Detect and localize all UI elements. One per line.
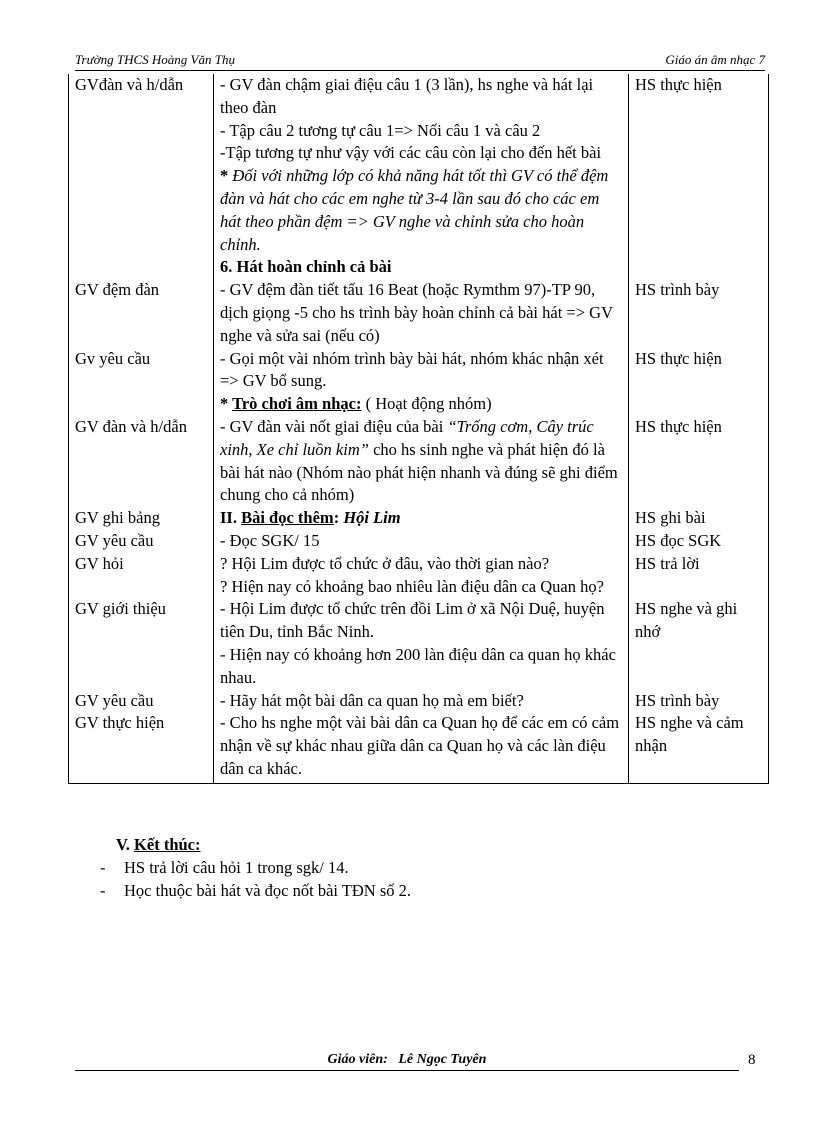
table-row xyxy=(69,530,769,553)
list-item-text: Học thuộc bài hát và đọc nốt bài TĐN số 2. xyxy=(124,880,412,900)
game-heading xyxy=(214,393,629,416)
ending-title: Kết thúc: xyxy=(134,835,201,854)
content-line: ? Hội Lim được tổ chức ở đâu, vào thời gian nào? xyxy=(220,553,550,573)
section-title: Hội Lim xyxy=(343,508,401,528)
game-mode: ( Hoạt động nhóm) xyxy=(361,394,492,414)
game-rule: cho hs sinh nghe và phát hiện đó là bài hát nào (Nhóm nào phát hiện nhanh và đúng sẽ ghi điểm chung cho cả nhóm) xyxy=(220,439,618,505)
teacher-activity: GV yêu cầu xyxy=(69,690,214,713)
teacher-activity xyxy=(69,393,214,416)
table-row xyxy=(69,393,769,416)
list-dash: - xyxy=(100,880,106,900)
note-star: * xyxy=(220,166,233,186)
content-line: - Hãy hát một bài dân ca quan họ mà em biết? xyxy=(220,690,524,710)
ending-section xyxy=(100,834,411,902)
table-row xyxy=(69,598,769,689)
student-activity: HS trả lời xyxy=(629,553,769,599)
note-text: Đối với những lớp có khả năng hát tốt thì GV có thể đệm đàn và hát cho các em nghe từ 3-4 lần sau đó cho các em hát theo phần đệm => GV nghe và chỉnh sửa cho hoàn chỉnh. xyxy=(220,166,609,254)
content-cell xyxy=(214,690,629,713)
page-number: 8 xyxy=(748,1052,756,1068)
content-cell xyxy=(214,74,629,256)
list-item-text: HS trả lời câu hỏi 1 trong sgk/ 14. xyxy=(124,857,349,877)
teacher-activity: GV thực hiện xyxy=(69,712,214,783)
table-row xyxy=(69,416,769,507)
teacher-activity: GV đàn và h/dẫn xyxy=(69,416,214,507)
teacher-activity xyxy=(69,256,214,279)
student-activity: HS ghi bài xyxy=(629,507,769,530)
content-cell xyxy=(214,553,629,599)
teacher-activity: GV giới thiệu xyxy=(69,598,214,689)
teacher-activity: GV ghi bảng xyxy=(69,507,214,530)
section-number: II. xyxy=(220,508,242,528)
content-cell xyxy=(214,348,629,394)
table-row xyxy=(69,256,769,279)
student-activity xyxy=(629,256,769,279)
teacher-note xyxy=(220,165,622,256)
table-row xyxy=(69,553,769,599)
lesson-table xyxy=(68,74,769,784)
content-cell xyxy=(214,598,629,689)
teacher-activity: Gv yêu cầu xyxy=(69,348,214,394)
student-activity xyxy=(629,393,769,416)
student-activity: HS thực hiện xyxy=(629,416,769,507)
content-cell xyxy=(214,712,629,783)
student-activity: HS nghe và ghi nhớ xyxy=(629,598,769,689)
list-dash: - xyxy=(100,857,106,877)
list-item xyxy=(100,857,411,880)
ending-heading xyxy=(116,834,411,857)
section-label: Bài đọc thêm xyxy=(241,508,334,528)
section-heading: 6. Hát hoàn chỉnh cả bài xyxy=(214,256,629,279)
teacher-activity: GV yêu cầu xyxy=(69,530,214,553)
teacher-activity: GV hỏi xyxy=(69,553,214,599)
content-cell xyxy=(214,279,629,347)
content-line: - Cho hs nghe một vài bài dân ca Quan họ để các em có cảm nhận về sự khác nhau giữa dân ca Quan họ và các làn điệu dân ca khác. xyxy=(220,713,620,778)
content-line: - GV đệm đàn tiết tấu 16 Beat (hoặc Rymthm 97)-TP 90, dịch giọng -5 cho hs trình bày hoàn chỉnh cả bài hát => GV nghe và sửa sai (nếu có) xyxy=(220,280,613,345)
content-line: ? Hiện nay có khoảng bao nhiêu làn điệu dân ca Quan họ? xyxy=(220,576,604,596)
content-line: - GV đàn chậm giai điệu câu 1 (3 lần), hs nghe và hát lại theo đàn xyxy=(220,75,594,117)
section-colon: : xyxy=(333,508,344,528)
game-star: * xyxy=(220,394,233,414)
content-line: - Tập câu 2 tương tự câu 1=> Nối câu 1 và câu 2 xyxy=(220,120,541,140)
table-row xyxy=(69,690,769,713)
teacher-label: Giáo viên: xyxy=(327,1052,388,1067)
content-cell xyxy=(214,416,629,507)
teacher-activity: GV đệm đàn xyxy=(69,279,214,347)
content-line: - Đọc SGK/ 15 xyxy=(220,530,320,550)
student-activity: HS đọc SGK xyxy=(629,530,769,553)
table-row xyxy=(69,74,769,256)
content-line: - Hội Lim được tổ chức trên đồi Lim ở xã Nội Duệ, huyện tiên Du, tỉnh Bắc Ninh. xyxy=(220,599,605,642)
page-header xyxy=(75,52,765,71)
game-title: Trò chơi âm nhạc: xyxy=(232,394,362,414)
student-activity: HS thực hiện xyxy=(629,74,769,256)
student-activity: HS nghe và cảm nhận xyxy=(629,712,769,783)
content-line: -Tập tương tự như vậy với các câu còn lại cho đến hết bài xyxy=(220,143,602,163)
ending-number: V. xyxy=(116,835,135,854)
student-activity: HS trình bày xyxy=(629,279,769,347)
content-line: - Hiện nay có khoảng hơn 200 làn điệu dân ca quan họ khác nhau. xyxy=(220,644,616,687)
subject-title: Giáo án âm nhạc 7 xyxy=(665,52,765,67)
section-heading xyxy=(214,507,629,530)
game-instruction: - GV đàn vài nốt giai điệu của bài xyxy=(220,416,448,436)
school-name: Trường THCS Hoàng Văn Thụ xyxy=(75,52,235,67)
content-line: - Gọi một vài nhóm trình bày bài hát, nhóm khác nhận xét => GV bổ sung. xyxy=(220,348,604,391)
table-row xyxy=(69,507,769,530)
student-activity: HS thực hiện xyxy=(629,348,769,394)
student-activity: HS trình bày xyxy=(629,690,769,713)
song-list: “Trống cơm, Cây trúc xinh, Xe chỉ luồn kim” xyxy=(220,416,594,459)
table-row xyxy=(69,279,769,347)
table-row xyxy=(69,348,769,394)
table-row xyxy=(69,712,769,783)
list-item xyxy=(100,880,411,903)
page-footer xyxy=(75,1052,739,1071)
teacher-name: Lê Ngọc Tuyên xyxy=(398,1052,487,1067)
teacher-activity: GVđàn và h/dẫn xyxy=(69,74,214,256)
content-cell xyxy=(214,530,629,553)
